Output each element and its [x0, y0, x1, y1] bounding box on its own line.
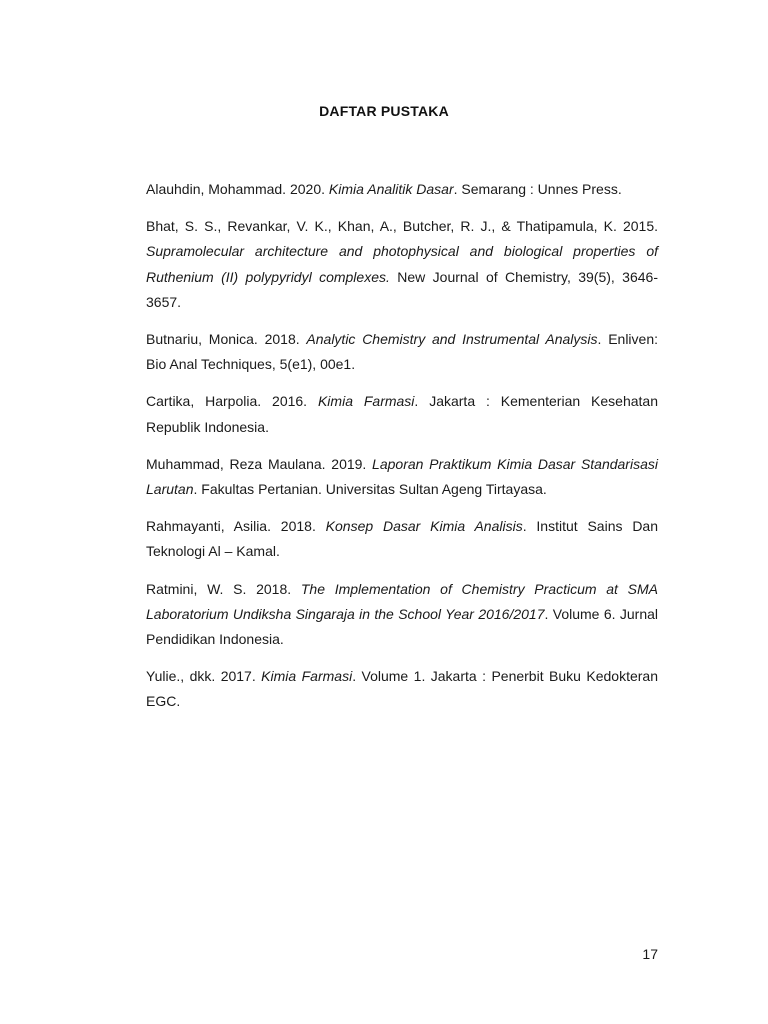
- reference-list: [146, 177, 658, 727]
- reference-publisher: . Volume 1. Jakarta : Penerbit Buku Kedokteran EGC.: [146, 668, 658, 710]
- reference-title: The Implementation of Chemistry Practicum at SMA Laboratorium Undiksha Singaraja in the School Year 2016/2017: [146, 580, 659, 622]
- reference-title: Konsep Dasar Kimia Analisis: [325, 518, 523, 535]
- reference-publisher: . Enliven: Bio Anal Techniques, 5(e1), 00e1.: [146, 331, 658, 373]
- reference-title: Analytic Chemistry and Instrumental Analysis: [306, 331, 598, 348]
- reference-publisher: . Volume 6. Jurnal Pendidikan Indonesia.: [146, 605, 659, 648]
- page-number: 17: [642, 946, 658, 962]
- reference-title: Kimia Analitik Dasar: [328, 181, 454, 197]
- reference-authors-year: Bhat, S. S., Revankar, V. K., Khan, A., Butcher, R. J., & Thatipamula, K. 2015.: [146, 218, 658, 235]
- reference-entry: [146, 389, 658, 439]
- reference-entry: [146, 577, 658, 653]
- reference-authors-year: Muhammad, Reza Maulana. 2019.: [146, 455, 373, 472]
- reference-title: Kimia Farmasi: [261, 668, 353, 685]
- reference-publisher: . Institut Sains Dan Teknologi Al – Kamal.: [146, 518, 658, 560]
- page-title: DAFTAR PUSTAKA: [319, 103, 449, 119]
- reference-entry: [146, 514, 658, 564]
- reference-publisher: . Jakarta : Kementerian Kesehatan Republik Indonesia.: [146, 393, 658, 435]
- reference-entry: [146, 327, 658, 377]
- reference-title: Supramolecular architecture and photophysical and biological properties of Ruthenium (II) polypyridyl complexes.: [146, 243, 658, 285]
- reference-authors-year: Ratmini, W. S. 2018.: [146, 580, 301, 597]
- reference-authors-year: Alauhdin, Mohammad. 2020.: [146, 181, 329, 197]
- reference-authors-year: Rahmayanti, Asilia. 2018.: [146, 518, 326, 535]
- reference-entry: [146, 452, 658, 502]
- reference-authors-year: Cartika, Harpolia. 2016.: [146, 393, 318, 410]
- reference-entry: [146, 177, 658, 202]
- reference-publisher: . Fakultas Pertanian. Universitas Sultan Ageng Tirtayasa.: [193, 481, 547, 498]
- reference-title: Laporan Praktikum Kimia Dasar Standarisasi Larutan: [146, 455, 658, 498]
- reference-publisher: . Semarang : Unnes Press.: [453, 181, 622, 197]
- reference-entry: [146, 214, 658, 315]
- reference-title: Kimia Farmasi: [317, 393, 415, 410]
- reference-authors-year: Yulie., dkk. 2017.: [146, 668, 262, 685]
- reference-authors-year: Butnariu, Monica. 2018.: [146, 331, 307, 348]
- reference-publisher: New Journal of Chemistry, 39(5), 3646-3657.: [146, 268, 658, 310]
- reference-entry: [146, 664, 658, 714]
